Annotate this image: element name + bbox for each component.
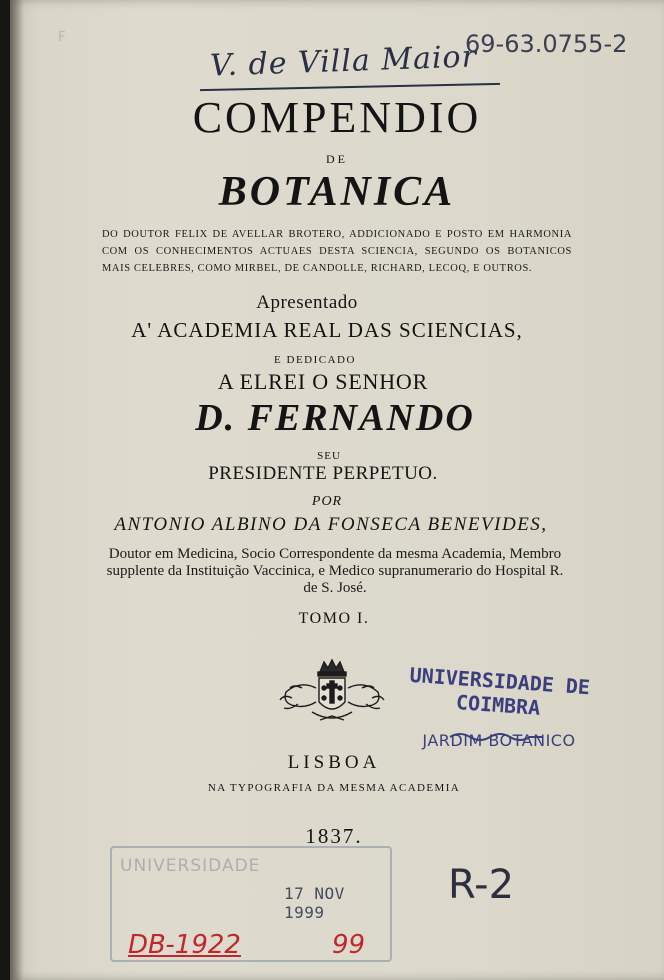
volume-label: TOMO I. — [298, 610, 370, 627]
page-number-red: 99 — [332, 930, 366, 960]
signature-underline — [200, 83, 500, 91]
inventory-number: DB-1922 — [128, 930, 241, 960]
stamp-flourish-icon — [446, 731, 546, 743]
dedicated-line: E DEDICADO — [274, 354, 356, 366]
university-stamp — [386, 662, 612, 750]
seu-line: SEU — [317, 450, 341, 462]
accession-date: 17 NOV 1999 — [284, 884, 345, 922]
book-title: COMPENDIO — [192, 93, 482, 142]
author-credentials: Doutor em Medicina, Socio Correspondente da mesma Academia, Membro supplente da Instituição Vaccinica, e Medico supranumerario do Hospital R. de S. José. — [106, 546, 564, 596]
shelfmark-bottom: R-2 — [448, 862, 515, 908]
faded-stamp-text: UNIVERSIDADE — [120, 856, 261, 876]
president-line: PRESIDENTE PERPETUO. — [208, 463, 438, 484]
title-page — [10, 0, 664, 980]
university-stamp-text: UNIVERSIDADE DE COIMBRA — [408, 662, 591, 720]
author-name: ANTONIO ALBINO DA FONSECA BENEVIDES, — [114, 514, 548, 535]
por-line: POR — [311, 494, 343, 509]
owner-signature: V. de Villa Maior — [209, 39, 478, 84]
imprint-city: LISBOA — [287, 752, 381, 773]
king-line: A ELREI O SENHOR — [217, 369, 429, 394]
book-subject: BOTANICA — [218, 169, 456, 215]
pencil-note: F — [58, 30, 66, 45]
presented-line: Apresentado — [256, 292, 358, 313]
royal-coat-of-arms-icon — [272, 658, 392, 730]
department-stamp-text: JARDIM BOTANICO — [422, 731, 576, 750]
shelfmark-top: 69-63.0755-2 — [465, 30, 628, 58]
title-description: DO DOUTOR FELIX DE AVELLAR BROTERO, ADDICIONADO E POSTO EM HARMONIA COM OS CONHECIMENTOS ACTUAES DESTA SCIENCIA, SEGUNDO OS BOTANICOS MAIS CELEBRES, COMO MIRBEL, DE CANDOLLE, RICHARD, LECOQ, E OUTROS. — [102, 229, 572, 274]
academy-line: A' ACADEMIA REAL DAS SCIENCIAS, — [131, 318, 523, 342]
title-connector: DE — [326, 152, 348, 166]
king-name: D. FERNANDO — [195, 397, 475, 439]
imprint-press: NA TYPOGRAFIA DA MESMA ACADEMIA — [207, 782, 461, 794]
imprint-year: 1837. — [305, 824, 363, 848]
